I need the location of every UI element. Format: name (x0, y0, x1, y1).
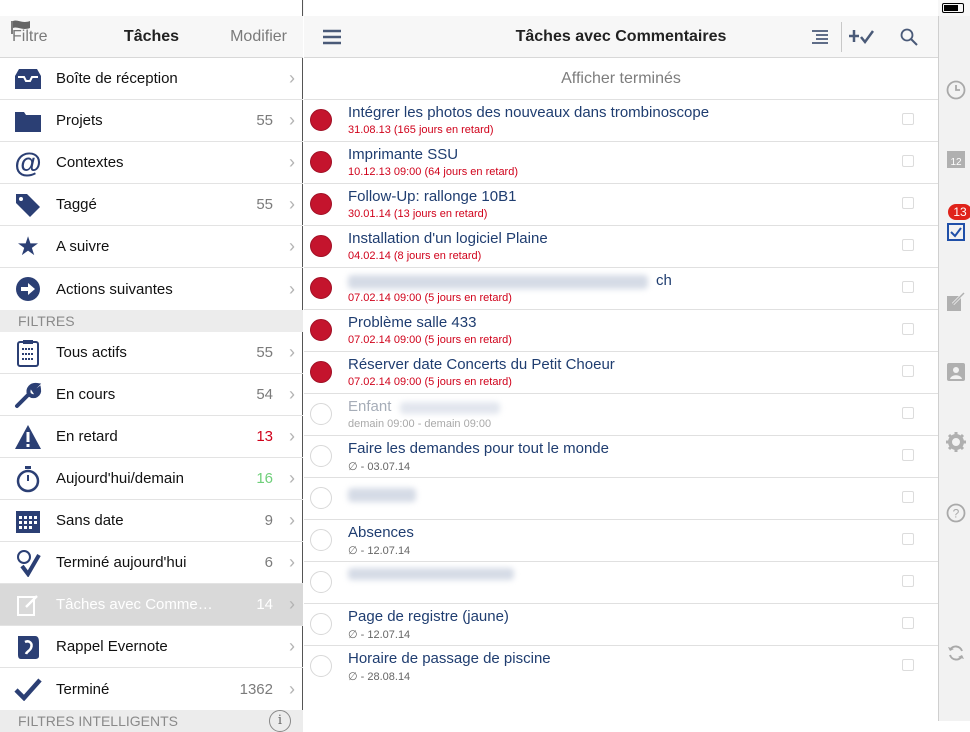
task-due: demain 09:00 - demain 09:00 (348, 418, 492, 430)
stopwatch-icon (12, 463, 44, 495)
task-row[interactable] (304, 604, 938, 646)
task-row[interactable] (304, 394, 938, 436)
task-checkbox[interactable] (902, 113, 914, 125)
priority-dot[interactable] (310, 109, 332, 131)
task-row[interactable] (304, 520, 938, 562)
task-row[interactable] (304, 478, 938, 520)
task-due: 31.08.13 (165 jours en retard) (348, 124, 494, 136)
sidebar-item-label: Rappel Evernote (56, 638, 168, 655)
task-due: 07.02.14 09:00 (5 jours en retard) (348, 292, 512, 304)
priority-dot[interactable] (310, 193, 332, 215)
sidebar-item-in-progress[interactable] (0, 374, 303, 416)
notification-badge: 13 (948, 204, 970, 220)
task-title: Follow-Up: rallonge 10B1 (348, 188, 517, 205)
task-due: ∅ - 03.07.14 (348, 461, 411, 473)
redacted-title (348, 568, 514, 580)
folder-icon (12, 105, 44, 137)
item-count: 55 (256, 196, 273, 213)
at-icon: @ (14, 146, 42, 178)
sync-icon[interactable] (945, 642, 967, 664)
sidebar-item-today-tomorrow[interactable] (0, 458, 303, 500)
sidebar-item-label: Aujourd'hui/demain (56, 470, 184, 487)
sidebar-item-label: Boîte de réception (56, 70, 178, 87)
task-due: 07.02.14 09:00 (5 jours en retard) (348, 334, 512, 346)
sidebar-item-inbox[interactable] (0, 58, 303, 100)
sidebar-item-contexts[interactable] (0, 142, 303, 184)
item-count: 1362 (239, 680, 273, 698)
right-rail (938, 16, 970, 721)
task-checkbox[interactable] (902, 659, 914, 671)
search-icon[interactable] (895, 24, 923, 50)
task-title: Réserver date Concerts du Petit Choeur (348, 356, 615, 373)
checkmark-icon (12, 673, 44, 705)
priority-dot[interactable] (310, 403, 332, 425)
sidebar-item-tasks-with-comments[interactable] (0, 584, 303, 626)
item-count: 13 (256, 428, 273, 445)
task-due: 04.02.14 (8 jours en retard) (348, 250, 482, 262)
task-due: 10.12.13 09:00 (64 jours en retard) (348, 166, 519, 178)
sidebar-item-label: Projets (56, 112, 103, 129)
sidebar-item-label: Sans date (56, 512, 124, 529)
task-checkbox[interactable] (902, 491, 914, 503)
redacted-title (348, 488, 416, 502)
task-due: ∅ - 28.08.14 (348, 671, 411, 683)
sidebar-item-label: En cours (56, 386, 116, 403)
svg-text:12: 12 (950, 157, 962, 168)
redacted-title (348, 275, 648, 289)
sidebar-item-evernote[interactable] (0, 626, 303, 668)
task-checkbox[interactable] (902, 575, 914, 587)
priority-dot[interactable] (310, 277, 332, 299)
sidebar-title: Tâches (123, 28, 180, 45)
priority-dot[interactable] (310, 361, 332, 383)
calendar-icon (12, 505, 44, 537)
page-title: Tâches avec Commentaires (515, 28, 727, 45)
task-checkbox[interactable] (902, 281, 914, 293)
smart-filters-label: FILTRES INTELLIGENTS (18, 713, 178, 729)
chevron-right-icon: › (289, 636, 295, 656)
task-checkbox[interactable] (902, 407, 914, 419)
sidebar-item-label: Terminé (56, 680, 110, 698)
task-checkbox[interactable] (902, 365, 914, 377)
task-checkbox[interactable] (902, 239, 914, 251)
sidebar-item-label: Actions suivantes (56, 280, 173, 298)
item-count: 6 (264, 554, 273, 571)
checklist-icon[interactable] (945, 220, 967, 242)
sidebar-item-overdue[interactable] (0, 416, 303, 458)
item-count: 55 (256, 112, 273, 129)
chevron-right-icon: › (289, 68, 295, 88)
chevron-right-icon: › (289, 236, 295, 256)
priority-dot[interactable] (310, 151, 332, 173)
add-task-icon[interactable] (847, 24, 875, 50)
task-row[interactable] (304, 268, 938, 310)
task-row[interactable] (304, 142, 938, 184)
arrow-right-icon (12, 273, 44, 305)
toolbar-separator (841, 22, 842, 52)
sidebar (0, 0, 303, 729)
help-icon[interactable] (945, 502, 967, 524)
task-title: Imprimante SSU (348, 146, 459, 163)
task-row[interactable] (304, 184, 938, 226)
chevron-right-icon: › (289, 152, 295, 172)
section-header-smart-filters (0, 710, 303, 732)
task-list (304, 100, 938, 688)
battery-icon (942, 3, 964, 13)
sidebar-item-no-date[interactable] (0, 500, 303, 542)
task-row[interactable] (304, 562, 938, 604)
task-title: Problème salle 433 (348, 314, 477, 331)
sidebar-item-label: En retard (56, 428, 118, 445)
chevron-right-icon: › (289, 194, 295, 214)
task-checkbox[interactable] (902, 533, 914, 545)
item-count: 54 (256, 386, 273, 403)
task-row[interactable] (304, 352, 938, 394)
chevron-right-icon: › (289, 594, 295, 614)
priority-dot[interactable] (310, 613, 332, 635)
chevron-right-icon: › (289, 510, 295, 530)
task-due: 07.02.14 09:00 (5 jours en retard) (348, 376, 512, 388)
sidebar-item-label: Contextes (56, 154, 124, 171)
chevron-right-icon: › (289, 678, 295, 699)
clock-icon[interactable] (945, 79, 967, 101)
task-due: ∅ - 12.07.14 (348, 629, 411, 641)
task-checkbox[interactable] (902, 323, 914, 335)
priority-dot[interactable] (310, 319, 332, 341)
sidebar-list (0, 58, 303, 732)
sidebar-item-label: A suivre (56, 238, 110, 255)
sidebar-item-done-today[interactable] (0, 542, 303, 584)
priority-dot[interactable] (310, 445, 332, 467)
task-row[interactable] (304, 646, 938, 688)
tag-icon (12, 189, 44, 221)
task-checkbox[interactable] (902, 155, 914, 167)
chevron-right-icon: › (289, 278, 295, 299)
task-title: Horaire de passage de piscine (348, 650, 551, 667)
task-title: Installation d'un logiciel Plaine (348, 230, 548, 247)
note-icon (12, 589, 44, 621)
item-count: 9 (264, 512, 273, 529)
chevron-right-icon: › (289, 384, 295, 404)
task-row[interactable] (304, 100, 938, 142)
gear-icon[interactable] (945, 431, 967, 453)
task-row[interactable] (304, 436, 938, 478)
task-title: ch (656, 272, 672, 289)
item-count: 16 (256, 470, 273, 487)
priority-dot[interactable] (310, 529, 332, 551)
chevron-right-icon: › (289, 468, 295, 488)
sidebar-item-label: Taggé (56, 196, 97, 213)
sidebar-item-label: Tous actifs (56, 344, 127, 361)
evernote-icon (12, 631, 44, 663)
contact-icon[interactable] (945, 361, 967, 383)
item-count: 14 (256, 596, 273, 613)
show-completed-button[interactable]: Afficher terminés (304, 58, 938, 100)
task-title: Absences (348, 524, 414, 541)
edit-button[interactable]: Modifier (230, 28, 287, 45)
star-icon: ★ (16, 231, 40, 261)
sidebar-item-all-active[interactable] (0, 332, 303, 374)
sidebar-item-next-actions[interactable] (0, 268, 303, 310)
redacted-title (400, 402, 500, 414)
item-count: 55 (256, 344, 273, 361)
task-title: Intégrer les photos des nouveaux dans trombinoscope (348, 104, 710, 121)
task-row[interactable] (304, 226, 938, 268)
task-checkbox[interactable] (902, 197, 914, 209)
chevron-right-icon: › (289, 552, 295, 572)
main-panel (304, 0, 938, 721)
calendar-day-icon[interactable] (945, 148, 967, 170)
sidebar-item-projects[interactable] (0, 100, 303, 142)
section-header-filters: FILTRES (0, 310, 303, 332)
task-checkbox[interactable] (902, 449, 914, 461)
chevron-right-icon: › (289, 110, 295, 130)
sidebar-header (0, 16, 303, 58)
svg-text:?: ? (952, 506, 960, 521)
sidebar-item-label: Terminé aujourd'hui (56, 554, 187, 571)
task-title: Faire les demandes pour tout le monde (348, 440, 609, 457)
chevron-right-icon: › (289, 426, 295, 446)
wrench-icon (12, 379, 44, 411)
priority-dot[interactable] (310, 235, 332, 257)
inbox-icon (12, 63, 44, 95)
filter-button[interactable]: Filtre (12, 28, 48, 45)
list-view-icon[interactable] (806, 24, 834, 50)
task-title: Page de registre (jaune) (348, 608, 509, 625)
task-due: 30.01.14 (13 jours en retard) (348, 208, 488, 220)
task-row[interactable] (304, 310, 938, 352)
task-due: ∅ - 12.07.14 (348, 545, 411, 557)
sidebar-item-label: Tâches avec Comme… (56, 596, 213, 613)
sidebar-item-follow[interactable] (0, 226, 303, 268)
task-checkbox[interactable] (902, 617, 914, 629)
edit-icon[interactable] (945, 291, 967, 313)
task-title: Enfant (348, 398, 392, 415)
priority-dot[interactable] (310, 571, 332, 593)
sidebar-item-done[interactable] (0, 668, 303, 710)
info-icon[interactable]: i (269, 710, 291, 732)
clock-check-icon (12, 547, 44, 579)
chevron-right-icon: › (289, 342, 295, 362)
warning-icon (12, 421, 44, 453)
clipboard-icon (12, 337, 44, 369)
priority-dot[interactable] (310, 655, 332, 677)
priority-dot[interactable] (310, 487, 332, 509)
sidebar-item-tagged[interactable] (0, 184, 303, 226)
main-header (304, 16, 938, 58)
